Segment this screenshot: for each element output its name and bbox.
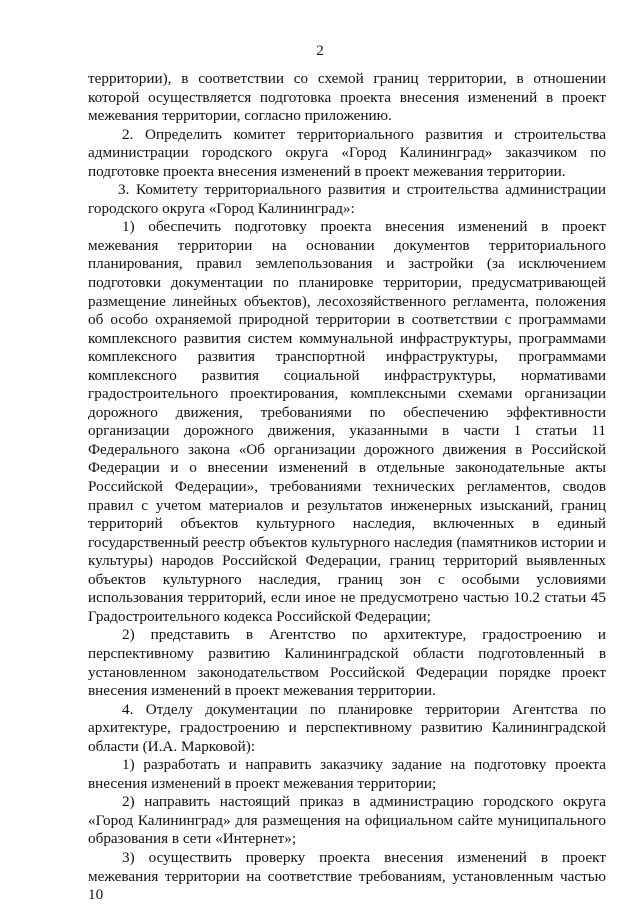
paragraph-item-3-1: 1) обеспечить подготовку проекта внесения изменений в проект межевания территории на основании документов территориального планирования, правил землепользования и застройки (за исключением подготовки документации по планировке территории, предусматривающей размещение линейных объектов), лесохозяйственного регламента, положения об особо охраняемой природной территории в соответствии с программами комплексного развития систем коммунальной инфраструктуры, программами комплексного развития транспортной инфраструктуры, программами комплексного развития социальной инфраструктуры, нормативами градостроительного проектирования, комплексными схемами организации дорожного движения, требованиями по обеспечению эффективности организации дорожного движения, указанными в части 1 статьи 11 Федерального закона «Об организации дорожного движения в Российской Федерации и о внесении изменений в отдельные законодательные акты Российской Федерации», требованиями технических регламентов, сводов правил с учетом материалов и результатов инженерных изысканий, границ территорий объектов культурного наследия, включенных в единый государственный реестр объектов культурного наследия (памятников истории и культуры) народов Российской Федерации, границ территорий выявленных объектов культурного наследия, границ зон с особыми условиями использования территорий, если иное не предусмотрено частью 10.2 статьи 45 Градостроительного кодекса Российской Федерации; bbox=[88, 218, 606, 625]
page-number: 2 bbox=[316, 43, 324, 59]
paragraph-item-4: 4. Отделу документации по планировке территории Агентства по архитектуре, градостроению и перспективному развитию Калининградской области (И.А. Марковой): bbox=[88, 700, 606, 755]
paragraph-continuation: территории), в соответствии со схемой границ территории, в отношении которой осуществляется подготовка проекта внесения изменений в проект межевания территории, согласно приложению. bbox=[88, 70, 606, 125]
paragraph-item-4-1: 1) разработать и направить заказчику задание на подготовку проекта внесения изменений в проект межевания территории; bbox=[88, 756, 606, 792]
paragraph-item-2: 2. Определить комитет территориального развития и строительства администрации городского округа «Город Калининград» заказчиком по подготовке проекта внесения изменений в проект межевания территории. bbox=[88, 125, 606, 180]
paragraph-item-4-2: 2) направить настоящий приказ в администрацию городского округа «Город Калининград» для размещения на официальном сайте муниципального образования в сети «Интернет»; bbox=[88, 793, 606, 848]
document-body bbox=[88, 70, 606, 905]
paragraph-item-3: 3. Комитету территориального развития и строительства администрации городского округа «Город Калининград»: bbox=[88, 181, 606, 217]
paragraph-item-3-2: 2) представить в Агентство по архитектуре, градостроению и перспективному развитию Калининградской области подготовленный в установленном законодательством Российской Федерации порядке проект внесения изменений в проект межевания территории. bbox=[88, 626, 606, 700]
paragraph-item-4-3: 3) осуществить проверку проекта внесения изменений в проект межевания территории на соответствие требованиям, установленным частью 10 bbox=[88, 848, 606, 904]
